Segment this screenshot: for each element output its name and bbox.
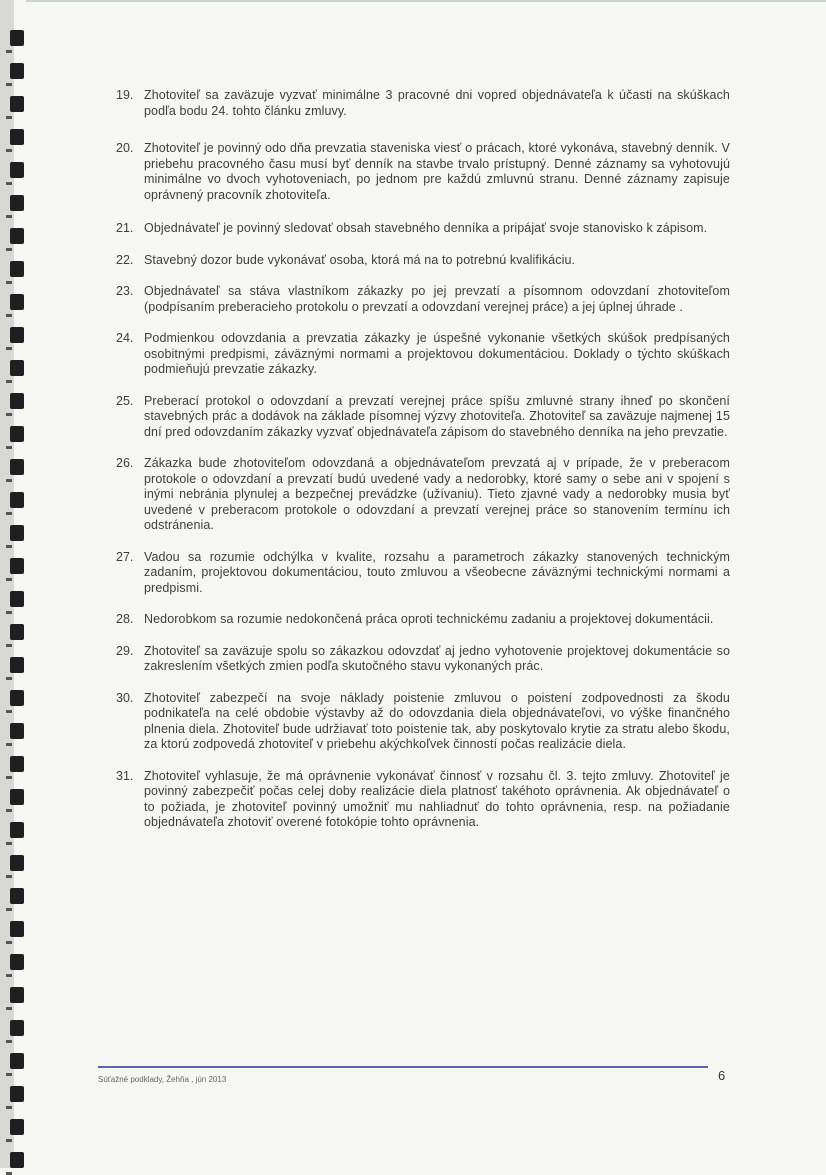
binding-tick [6,974,12,977]
document-body [116,88,730,831]
binding-tick [6,809,12,812]
binding-ring [10,987,24,1003]
binding-tick [6,512,12,515]
binding-tick [6,1040,12,1043]
clause-text: Objednávateľ sa stáva vlastníkom zákazky po jej prevzatí a písomnom odovzdaní zhotoviteľom (podpísaním preberacieho protokolu o prevzatí a odovzdaní verejnej práce) a jej úplnej úhrade . [144,284,730,314]
binding-tick [6,83,12,86]
binding-tick [6,743,12,746]
binding-ring [10,789,24,805]
binding-ring [10,393,24,409]
clause-text: Zákazka bude zhotoviteľom odovzdaná a objednávateľom prevzatá aj v prípade, že v preberacom protokole o odovzdaní a prevzatí budú uvedené vady a nedorobky, ktoré samy o sebe ani v spojení s inými nebránia plynulej a bezpečnej prevádzke (užívaniu). Tieto zjavné vady a nedorobky musia byť uvedené v preberacom protokole o odovzdaní a prevzatí verejnej práce so stanovením termínu ich odstránenia. [144,456,730,532]
clause-text: Zhotoviteľ zabezpečí na svoje náklady poistenie zmluvou o poistení zodpovednosti za škodu podnikateľa na celé obdobie výstavby až do odovzdania diela objednávateľovi, vo výške finančného plnenia diela. Zhotoviteľ bude udržiavať toto poistenie tak, aby poskytovalo krytie za stratu alebo škodu, za ktorú zodpovedá zhotoviteľ v priebehu akýchkoľvek činností počas realizácie diela. [144,690,730,751]
footer-rule [98,1066,708,1068]
binding-ring [10,558,24,574]
binding-ring [10,294,24,310]
binding-tick [6,545,12,548]
binding-ring [10,954,24,970]
binding-tick [6,215,12,218]
binding-ring [10,855,24,871]
binding-ring [10,162,24,178]
clause-text: Objednávateľ je povinný sledovať obsah stavebného denníka a pripájať svoje stanovisko k zápisom. [144,221,708,235]
binding-ring [10,96,24,112]
binding-tick [6,842,12,845]
top-edge-line [26,0,826,2]
clause-text: Vadou sa rozumie odchýlka v kvalite, rozsahu a parametroch zákazky stanovených technickým zadaním, projektovou dokumentáciou, touto zmluvou a všeobecne záväznými technickými normami a predpismi. [144,549,730,595]
binding-ring [10,360,24,376]
clause-item [116,456,730,534]
binding-ring [10,195,24,211]
binding-ring [10,657,24,673]
clause-number: 27. [116,549,134,564]
clause-text: Preberací protokol o odovzdaní a prevzatí verejnej práce spíšu zmluvné strany ihneď po skončení stavebných prác a dodávok na základe písomnej výzvy zhotoviteľa. Zhotoviteľ sa zaväzuje najmenej 15 dní pred odovzdaním zákazky vyzvať objednávateľa zápisom do stavebného denníka na jeho prevzatie. [144,393,730,439]
binding-ring [10,327,24,343]
spiral-binding [4,0,30,1168]
clause-number: 21. [116,221,134,235]
clause-item [116,394,730,441]
binding-tick [6,281,12,284]
clause-item [116,253,730,269]
binding-tick [6,908,12,911]
clause-number: 28. [116,612,134,626]
binding-tick [6,248,12,251]
clause-text: Stavebný dozor bude vykonávať osoba, ktorá má na to potrebnú kvalifikáciu. [144,252,576,267]
binding-ring [10,30,24,46]
clause-number: 30. [116,690,134,705]
clause-number: 26. [116,456,134,470]
binding-tick [6,50,12,53]
binding-ring [10,459,24,475]
binding-tick [6,941,12,944]
binding-tick [6,1106,12,1109]
binding-tick [6,149,12,152]
clause-item [116,691,730,753]
clause-item [116,141,730,203]
binding-ring [10,228,24,244]
binding-tick [6,710,12,713]
clause-number: 22. [116,252,134,267]
clause-number: 20. [116,141,134,155]
binding-tick [6,1073,12,1076]
binding-ring [10,492,24,508]
page-number: 6 [718,1068,726,1083]
binding-tick [6,479,12,482]
binding-tick [6,347,12,350]
footer-text: Súťažné podklady, Žehňa , jún 2013 [98,1075,227,1084]
binding-tick [6,446,12,449]
clause-number: 23. [116,284,134,298]
clause-item [116,644,730,675]
binding-ring [10,1119,24,1135]
clause-item [116,284,730,315]
clause-text: Nedorobkom sa rozumie nedokončená práca oproti technickému zadaniu a projektovej dokumentácii. [144,612,714,626]
clause-text: Zhotoviteľ sa zaväzuje vyzvať minimálne 3 pracovné dni vopred objednávateľa k účasti na skúškach podľa bodu 24. tohto článku zmluvy. [144,88,730,118]
binding-ring [10,1086,24,1102]
binding-ring [10,921,24,937]
binding-ring [10,525,24,541]
binding-tick [6,776,12,779]
clause-number: 24. [116,331,134,345]
clause-item [116,612,730,628]
binding-ring [10,690,24,706]
clause-text: Podmienkou odovzdania a prevzatia zákazky je úspešné vykonanie všetkých skúšok predpísaných osobitnými predpismi, záväznými normami a projektovou dokumentáciou. Doklady o týchto skúškach podmieňujú prevzatie zákazky. [144,331,730,376]
binding-tick [6,182,12,185]
binding-tick [6,677,12,680]
binding-tick [6,611,12,614]
binding-ring [10,591,24,607]
binding-ring [10,723,24,739]
binding-tick [6,413,12,416]
clause-number: 19. [116,88,134,102]
binding-tick [6,1007,12,1010]
binding-ring [10,888,24,904]
binding-ring [10,822,24,838]
clause-item [116,221,730,237]
binding-tick [6,116,12,119]
binding-ring [10,261,24,277]
binding-ring [10,129,24,145]
clause-number: 25. [116,393,134,408]
binding-ring [10,756,24,772]
binding-ring [10,1020,24,1036]
binding-tick [6,314,12,317]
clause-item [116,88,730,119]
binding-tick [6,380,12,383]
binding-ring [10,426,24,442]
binding-tick [6,578,12,581]
clause-item [116,769,730,831]
clause-text: Zhotoviteľ sa zaväzuje spolu so zákazkou odovzdať aj jedno vyhotovenie projektovej dokumentácie so zakreslením všetkých zmien podľa skutočného stavu vykonaných prác. [144,643,730,673]
binding-tick [6,1139,12,1142]
clause-number: 31. [116,768,134,783]
clause-number: 29. [116,643,134,658]
binding-ring [10,1053,24,1069]
binding-ring [10,624,24,640]
binding-ring [10,1152,24,1168]
clause-item [116,550,730,597]
binding-ring [10,63,24,79]
binding-tick [6,875,12,878]
clause-item [116,331,730,378]
clause-text: Zhotoviteľ vyhlasuje, že má oprávnenie vykonávať činnosť v rozsahu čl. 3. tejto zmluvy. Zhotoviteľ je povinný zabezpečiť počas celej doby realizácie diela platnosť takéhoto oprávnenia. Ak objednávateľ o to požiada, je zhotoviteľ povinný umožniť mu nahliadnuť do tohto oprávnenia, resp. na požiadanie objednávateľa zhotoviť overené fotokópie tohto oprávnenia. [144,768,730,829]
clause-text: Zhotoviteľ je povinný odo dňa prevzatia staveniska viesť o prácach, ktoré vykonáva, stavebný denník. V priebehu pracovného času musí byť denník na stavbe trvalo prístupný. Denné záznamy sa vyhotovujú minimálne vo dvoch vyhotoveniach, po jednom pre každú zmluvnú stranu. Denné záznamy zapisuje oprávnený pracovník zhotoviteľa. [144,141,730,202]
binding-tick [6,644,12,647]
